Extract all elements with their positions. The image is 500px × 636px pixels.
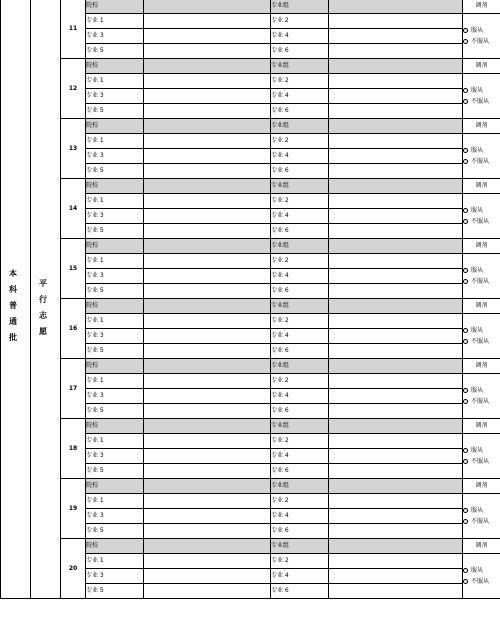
major-label: 专业 4 bbox=[271, 89, 329, 104]
major-input[interactable] bbox=[144, 524, 271, 539]
group-header-row bbox=[1, 539, 500, 554]
major-input[interactable] bbox=[329, 224, 463, 239]
major-label: 专业 4 bbox=[271, 149, 329, 164]
major-input[interactable] bbox=[144, 134, 271, 149]
not-obey-option[interactable] bbox=[463, 96, 500, 107]
not-obey-option[interactable] bbox=[463, 396, 500, 407]
major-label: 专业 5 bbox=[86, 404, 144, 419]
major-input[interactable] bbox=[144, 374, 271, 389]
major-input[interactable] bbox=[144, 389, 271, 404]
adjust-choice bbox=[463, 14, 500, 59]
major-label: 专业 2 bbox=[271, 194, 329, 209]
type-char: 愿 bbox=[39, 327, 47, 336]
major-label: 专业 2 bbox=[271, 14, 329, 29]
major-label: 专业 3 bbox=[86, 29, 144, 44]
major-input[interactable] bbox=[329, 89, 463, 104]
group-number: 20 bbox=[61, 539, 86, 599]
major-label: 专业 5 bbox=[86, 344, 144, 359]
adjust-label: 调剂 bbox=[463, 239, 500, 254]
major-input[interactable] bbox=[144, 104, 271, 119]
batch-char: 本 bbox=[9, 269, 17, 278]
major-label: 专业 3 bbox=[86, 569, 144, 584]
group-header-row bbox=[1, 359, 500, 374]
major-label: 专业 3 bbox=[86, 449, 144, 464]
adjust-choice bbox=[463, 374, 500, 419]
major-input[interactable] bbox=[329, 329, 463, 344]
major-label: 专业 6 bbox=[271, 44, 329, 59]
major-label: 专业 2 bbox=[271, 554, 329, 569]
major-input[interactable] bbox=[144, 284, 271, 299]
major-label: 专业 6 bbox=[271, 404, 329, 419]
school-input[interactable] bbox=[144, 359, 271, 374]
radio-circle-icon[interactable] bbox=[463, 99, 468, 104]
radio-circle-icon[interactable] bbox=[463, 508, 468, 513]
radio-circle-icon[interactable] bbox=[463, 568, 468, 573]
adjust-choice bbox=[463, 434, 500, 479]
major-input[interactable] bbox=[329, 524, 463, 539]
radio-circle-icon[interactable] bbox=[463, 148, 468, 153]
major-input[interactable] bbox=[329, 509, 463, 524]
group-header-row bbox=[1, 479, 500, 494]
group-number: 15 bbox=[61, 239, 86, 299]
not-obey-label: 不服从 bbox=[471, 457, 490, 465]
obey-label: 服从 bbox=[471, 506, 484, 514]
adjust-choice bbox=[463, 494, 500, 539]
obey-option[interactable] bbox=[463, 205, 500, 216]
adjust-choice bbox=[463, 314, 500, 359]
obey-label: 服从 bbox=[471, 446, 484, 454]
school-input[interactable] bbox=[144, 59, 271, 74]
major-label: 专业 5 bbox=[86, 224, 144, 239]
major-label: 专业 2 bbox=[271, 314, 329, 329]
major-label: 专业 4 bbox=[271, 209, 329, 224]
major-input[interactable] bbox=[144, 344, 271, 359]
major-label: 专业 5 bbox=[86, 584, 144, 599]
school-label: 院校 bbox=[86, 59, 144, 74]
obey-option[interactable] bbox=[463, 145, 500, 156]
adjust-label: 调剂 bbox=[463, 359, 500, 374]
radio-circle-icon[interactable] bbox=[463, 219, 468, 224]
school-input[interactable] bbox=[144, 479, 271, 494]
major-label: 专业 4 bbox=[271, 449, 329, 464]
major-label: 专业 5 bbox=[86, 44, 144, 59]
radio-circle-icon[interactable] bbox=[463, 579, 468, 584]
major-label: 专业 3 bbox=[86, 329, 144, 344]
major-input[interactable] bbox=[329, 194, 463, 209]
not-obey-label: 不服从 bbox=[471, 517, 490, 525]
major-label: 专业 2 bbox=[271, 374, 329, 389]
major-input[interactable] bbox=[144, 584, 271, 599]
group-number: 12 bbox=[61, 59, 86, 119]
major-input[interactable] bbox=[144, 449, 271, 464]
major-label: 专业 6 bbox=[271, 104, 329, 119]
major-label: 专业 1 bbox=[86, 434, 144, 449]
major-input[interactable] bbox=[329, 554, 463, 569]
not-obey-option[interactable] bbox=[463, 216, 500, 227]
major-label: 专业 1 bbox=[86, 374, 144, 389]
major-input[interactable] bbox=[144, 464, 271, 479]
type-char: 平 bbox=[39, 279, 47, 288]
adjust-choice bbox=[463, 554, 500, 599]
not-obey-label: 不服从 bbox=[471, 97, 490, 105]
major-label: 专业 3 bbox=[86, 389, 144, 404]
school-input[interactable] bbox=[144, 119, 271, 134]
major-label: 专业 5 bbox=[86, 164, 144, 179]
parallel-volunteer-label bbox=[39, 278, 47, 337]
group-label: 专业组 bbox=[271, 359, 329, 374]
not-obey-option[interactable] bbox=[463, 36, 500, 47]
major-label: 专业 3 bbox=[86, 89, 144, 104]
major-input[interactable] bbox=[144, 44, 271, 59]
obey-option[interactable] bbox=[463, 325, 500, 336]
not-obey-label: 不服从 bbox=[471, 397, 490, 405]
school-input[interactable] bbox=[144, 239, 271, 254]
radio-circle-icon[interactable] bbox=[463, 399, 468, 404]
group-header-row bbox=[1, 119, 500, 134]
group-number: 11 bbox=[61, 0, 86, 59]
major-label: 专业 1 bbox=[86, 194, 144, 209]
major-input[interactable] bbox=[329, 389, 463, 404]
major-label: 专业 6 bbox=[271, 464, 329, 479]
group-input[interactable] bbox=[329, 359, 463, 374]
major-input[interactable] bbox=[144, 194, 271, 209]
major-input[interactable] bbox=[144, 329, 271, 344]
group-number: 13 bbox=[61, 119, 86, 179]
radio-circle-icon[interactable] bbox=[463, 28, 468, 33]
major-label: 专业 6 bbox=[271, 224, 329, 239]
major-input[interactable] bbox=[329, 314, 463, 329]
obey-label: 服从 bbox=[471, 386, 484, 394]
major-label: 专业 4 bbox=[271, 389, 329, 404]
radio-circle-icon[interactable] bbox=[463, 459, 468, 464]
obey-label: 服从 bbox=[471, 206, 484, 214]
group-input[interactable] bbox=[329, 239, 463, 254]
major-label: 专业 1 bbox=[86, 254, 144, 269]
not-obey-label: 不服从 bbox=[471, 337, 490, 345]
group-label: 专业组 bbox=[271, 0, 329, 14]
batch-char: 科 bbox=[9, 285, 17, 294]
group-header-row bbox=[1, 239, 500, 254]
group-number: 16 bbox=[61, 299, 86, 359]
school-label: 院校 bbox=[86, 359, 144, 374]
major-label: 专业 1 bbox=[86, 14, 144, 29]
group-label: 专业组 bbox=[271, 119, 329, 134]
major-label: 专业 3 bbox=[86, 209, 144, 224]
school-label: 院校 bbox=[86, 479, 144, 494]
school-label: 院校 bbox=[86, 539, 144, 554]
obey-option[interactable] bbox=[463, 505, 500, 516]
major-input[interactable] bbox=[329, 44, 463, 59]
major-input[interactable] bbox=[329, 344, 463, 359]
radio-circle-icon[interactable] bbox=[463, 519, 468, 524]
group-input[interactable] bbox=[329, 119, 463, 134]
major-input[interactable] bbox=[144, 254, 271, 269]
school-input[interactable] bbox=[144, 419, 271, 434]
adjust-choice bbox=[463, 74, 500, 119]
not-obey-option[interactable] bbox=[463, 516, 500, 527]
adjust-label: 调剂 bbox=[463, 119, 500, 134]
major-input[interactable] bbox=[144, 494, 271, 509]
major-label: 专业 1 bbox=[86, 134, 144, 149]
adjust-choice bbox=[463, 134, 500, 179]
type-char: 行 bbox=[39, 295, 47, 304]
school-input[interactable] bbox=[144, 539, 271, 554]
adjust-label: 调剂 bbox=[463, 179, 500, 194]
major-input[interactable] bbox=[329, 584, 463, 599]
major-input[interactable] bbox=[144, 89, 271, 104]
major-label: 专业 4 bbox=[271, 269, 329, 284]
major-input[interactable] bbox=[329, 449, 463, 464]
major-input[interactable] bbox=[329, 404, 463, 419]
major-input[interactable] bbox=[329, 494, 463, 509]
group-label: 专业组 bbox=[271, 419, 329, 434]
major-input[interactable] bbox=[329, 284, 463, 299]
group-label: 专业组 bbox=[271, 299, 329, 314]
major-label: 专业 3 bbox=[86, 269, 144, 284]
major-label: 专业 6 bbox=[271, 524, 329, 539]
radio-circle-icon[interactable] bbox=[463, 159, 468, 164]
group-label: 专业组 bbox=[271, 179, 329, 194]
batch-char: 批 bbox=[9, 333, 17, 342]
major-label: 专业 2 bbox=[271, 134, 329, 149]
obey-option[interactable] bbox=[463, 445, 500, 456]
not-obey-option[interactable] bbox=[463, 456, 500, 467]
major-label: 专业 6 bbox=[271, 284, 329, 299]
major-label: 专业 1 bbox=[86, 314, 144, 329]
adjust-label: 调剂 bbox=[463, 0, 500, 14]
adjust-label: 调剂 bbox=[463, 539, 500, 554]
not-obey-label: 不服从 bbox=[471, 37, 490, 45]
major-input[interactable] bbox=[144, 149, 271, 164]
major-label: 专业 6 bbox=[271, 584, 329, 599]
major-label: 专业 4 bbox=[271, 509, 329, 524]
adjust-label: 调剂 bbox=[463, 59, 500, 74]
adjust-choice bbox=[463, 254, 500, 299]
group-header-row bbox=[1, 419, 500, 434]
major-label: 专业 1 bbox=[86, 74, 144, 89]
major-input[interactable] bbox=[144, 29, 271, 44]
radio-circle-icon[interactable] bbox=[463, 339, 468, 344]
radio-circle-icon[interactable] bbox=[463, 279, 468, 284]
radio-circle-icon[interactable] bbox=[463, 39, 468, 44]
group-header-row bbox=[1, 59, 500, 74]
major-input[interactable] bbox=[144, 209, 271, 224]
group-number: 19 bbox=[61, 479, 86, 539]
not-obey-label: 不服从 bbox=[471, 277, 490, 285]
adjust-label: 调剂 bbox=[463, 299, 500, 314]
major-label: 专业 2 bbox=[271, 74, 329, 89]
not-obey-option[interactable] bbox=[463, 276, 500, 287]
major-input[interactable] bbox=[144, 269, 271, 284]
major-input[interactable] bbox=[329, 149, 463, 164]
school-label: 院校 bbox=[86, 239, 144, 254]
major-input[interactable] bbox=[329, 104, 463, 119]
major-input[interactable] bbox=[329, 569, 463, 584]
radio-circle-icon[interactable] bbox=[463, 268, 468, 273]
adjust-choice bbox=[463, 194, 500, 239]
adjust-label: 调剂 bbox=[463, 419, 500, 434]
group-input[interactable] bbox=[329, 299, 463, 314]
batch-char: 通 bbox=[9, 317, 17, 326]
obey-label: 服从 bbox=[471, 146, 484, 154]
not-obey-option[interactable] bbox=[463, 336, 500, 347]
major-input[interactable] bbox=[329, 374, 463, 389]
obey-option[interactable] bbox=[463, 265, 500, 276]
radio-circle-icon[interactable] bbox=[463, 448, 468, 453]
radio-circle-icon[interactable] bbox=[463, 388, 468, 393]
not-obey-option[interactable] bbox=[463, 576, 500, 587]
obey-label: 服从 bbox=[471, 326, 484, 334]
adjust-label: 调剂 bbox=[463, 479, 500, 494]
major-label: 专业 2 bbox=[271, 494, 329, 509]
school-label: 院校 bbox=[86, 0, 144, 14]
batch-label bbox=[9, 268, 17, 343]
group-input[interactable] bbox=[329, 539, 463, 554]
obey-option[interactable] bbox=[463, 385, 500, 396]
school-input[interactable] bbox=[144, 299, 271, 314]
group-header-row bbox=[1, 299, 500, 314]
not-obey-label: 不服从 bbox=[471, 157, 490, 165]
group-label: 专业组 bbox=[271, 59, 329, 74]
major-input[interactable] bbox=[329, 74, 463, 89]
major-input[interactable] bbox=[329, 14, 463, 29]
obey-label: 服从 bbox=[471, 266, 484, 274]
obey-option[interactable] bbox=[463, 25, 500, 36]
major-input[interactable] bbox=[144, 509, 271, 524]
not-obey-label: 不服从 bbox=[471, 217, 490, 225]
major-input[interactable] bbox=[329, 434, 463, 449]
group-label: 专业组 bbox=[271, 239, 329, 254]
group-number: 17 bbox=[61, 359, 86, 419]
radio-circle-icon[interactable] bbox=[463, 208, 468, 213]
group-input[interactable] bbox=[329, 419, 463, 434]
major-label: 专业 2 bbox=[271, 434, 329, 449]
major-label: 专业 6 bbox=[271, 344, 329, 359]
group-input[interactable] bbox=[329, 59, 463, 74]
school-label: 院校 bbox=[86, 179, 144, 194]
school-label: 院校 bbox=[86, 419, 144, 434]
obey-label: 服从 bbox=[471, 86, 484, 94]
radio-circle-icon[interactable] bbox=[463, 88, 468, 93]
major-label: 专业 2 bbox=[271, 254, 329, 269]
major-input[interactable] bbox=[329, 254, 463, 269]
major-label: 专业 5 bbox=[86, 464, 144, 479]
major-label: 专业 3 bbox=[86, 509, 144, 524]
major-input[interactable] bbox=[144, 569, 271, 584]
major-input[interactable] bbox=[144, 14, 271, 29]
radio-circle-icon[interactable] bbox=[463, 328, 468, 333]
obey-label: 服从 bbox=[471, 26, 484, 34]
major-label: 专业 4 bbox=[271, 29, 329, 44]
obey-option[interactable] bbox=[463, 85, 500, 96]
obey-label: 服从 bbox=[471, 566, 484, 574]
major-input[interactable] bbox=[329, 269, 463, 284]
major-input[interactable] bbox=[144, 164, 271, 179]
group-input[interactable] bbox=[329, 179, 463, 194]
major-input[interactable] bbox=[144, 314, 271, 329]
major-input[interactable] bbox=[329, 164, 463, 179]
major-input[interactable] bbox=[329, 464, 463, 479]
major-label: 专业 3 bbox=[86, 149, 144, 164]
major-label: 专业 5 bbox=[86, 104, 144, 119]
group-header-row bbox=[1, 179, 500, 194]
group-number: 18 bbox=[61, 419, 86, 479]
major-input[interactable] bbox=[144, 554, 271, 569]
group-label: 专业组 bbox=[271, 479, 329, 494]
batch-char: 普 bbox=[9, 301, 17, 310]
group-number: 14 bbox=[61, 179, 86, 239]
group-input[interactable] bbox=[329, 0, 463, 14]
not-obey-option[interactable] bbox=[463, 156, 500, 167]
major-input[interactable] bbox=[329, 134, 463, 149]
major-input[interactable] bbox=[144, 434, 271, 449]
major-input[interactable] bbox=[144, 74, 271, 89]
type-char: 志 bbox=[39, 311, 47, 320]
group-label: 专业组 bbox=[271, 539, 329, 554]
group-input[interactable] bbox=[329, 479, 463, 494]
school-label: 院校 bbox=[86, 119, 144, 134]
major-input[interactable] bbox=[144, 404, 271, 419]
major-label: 专业 1 bbox=[86, 554, 144, 569]
major-input[interactable] bbox=[329, 209, 463, 224]
not-obey-label: 不服从 bbox=[471, 577, 490, 585]
major-label: 专业 4 bbox=[271, 569, 329, 584]
obey-option[interactable] bbox=[463, 565, 500, 576]
major-label: 专业 1 bbox=[86, 494, 144, 509]
school-label: 院校 bbox=[86, 299, 144, 314]
group-header-row bbox=[1, 0, 500, 14]
major-label: 专业 5 bbox=[86, 524, 144, 539]
major-input[interactable] bbox=[329, 29, 463, 44]
major-label: 专业 5 bbox=[86, 284, 144, 299]
major-label: 专业 6 bbox=[271, 164, 329, 179]
school-input[interactable] bbox=[144, 0, 271, 14]
major-input[interactable] bbox=[144, 224, 271, 239]
school-input[interactable] bbox=[144, 179, 271, 194]
major-label: 专业 4 bbox=[271, 329, 329, 344]
